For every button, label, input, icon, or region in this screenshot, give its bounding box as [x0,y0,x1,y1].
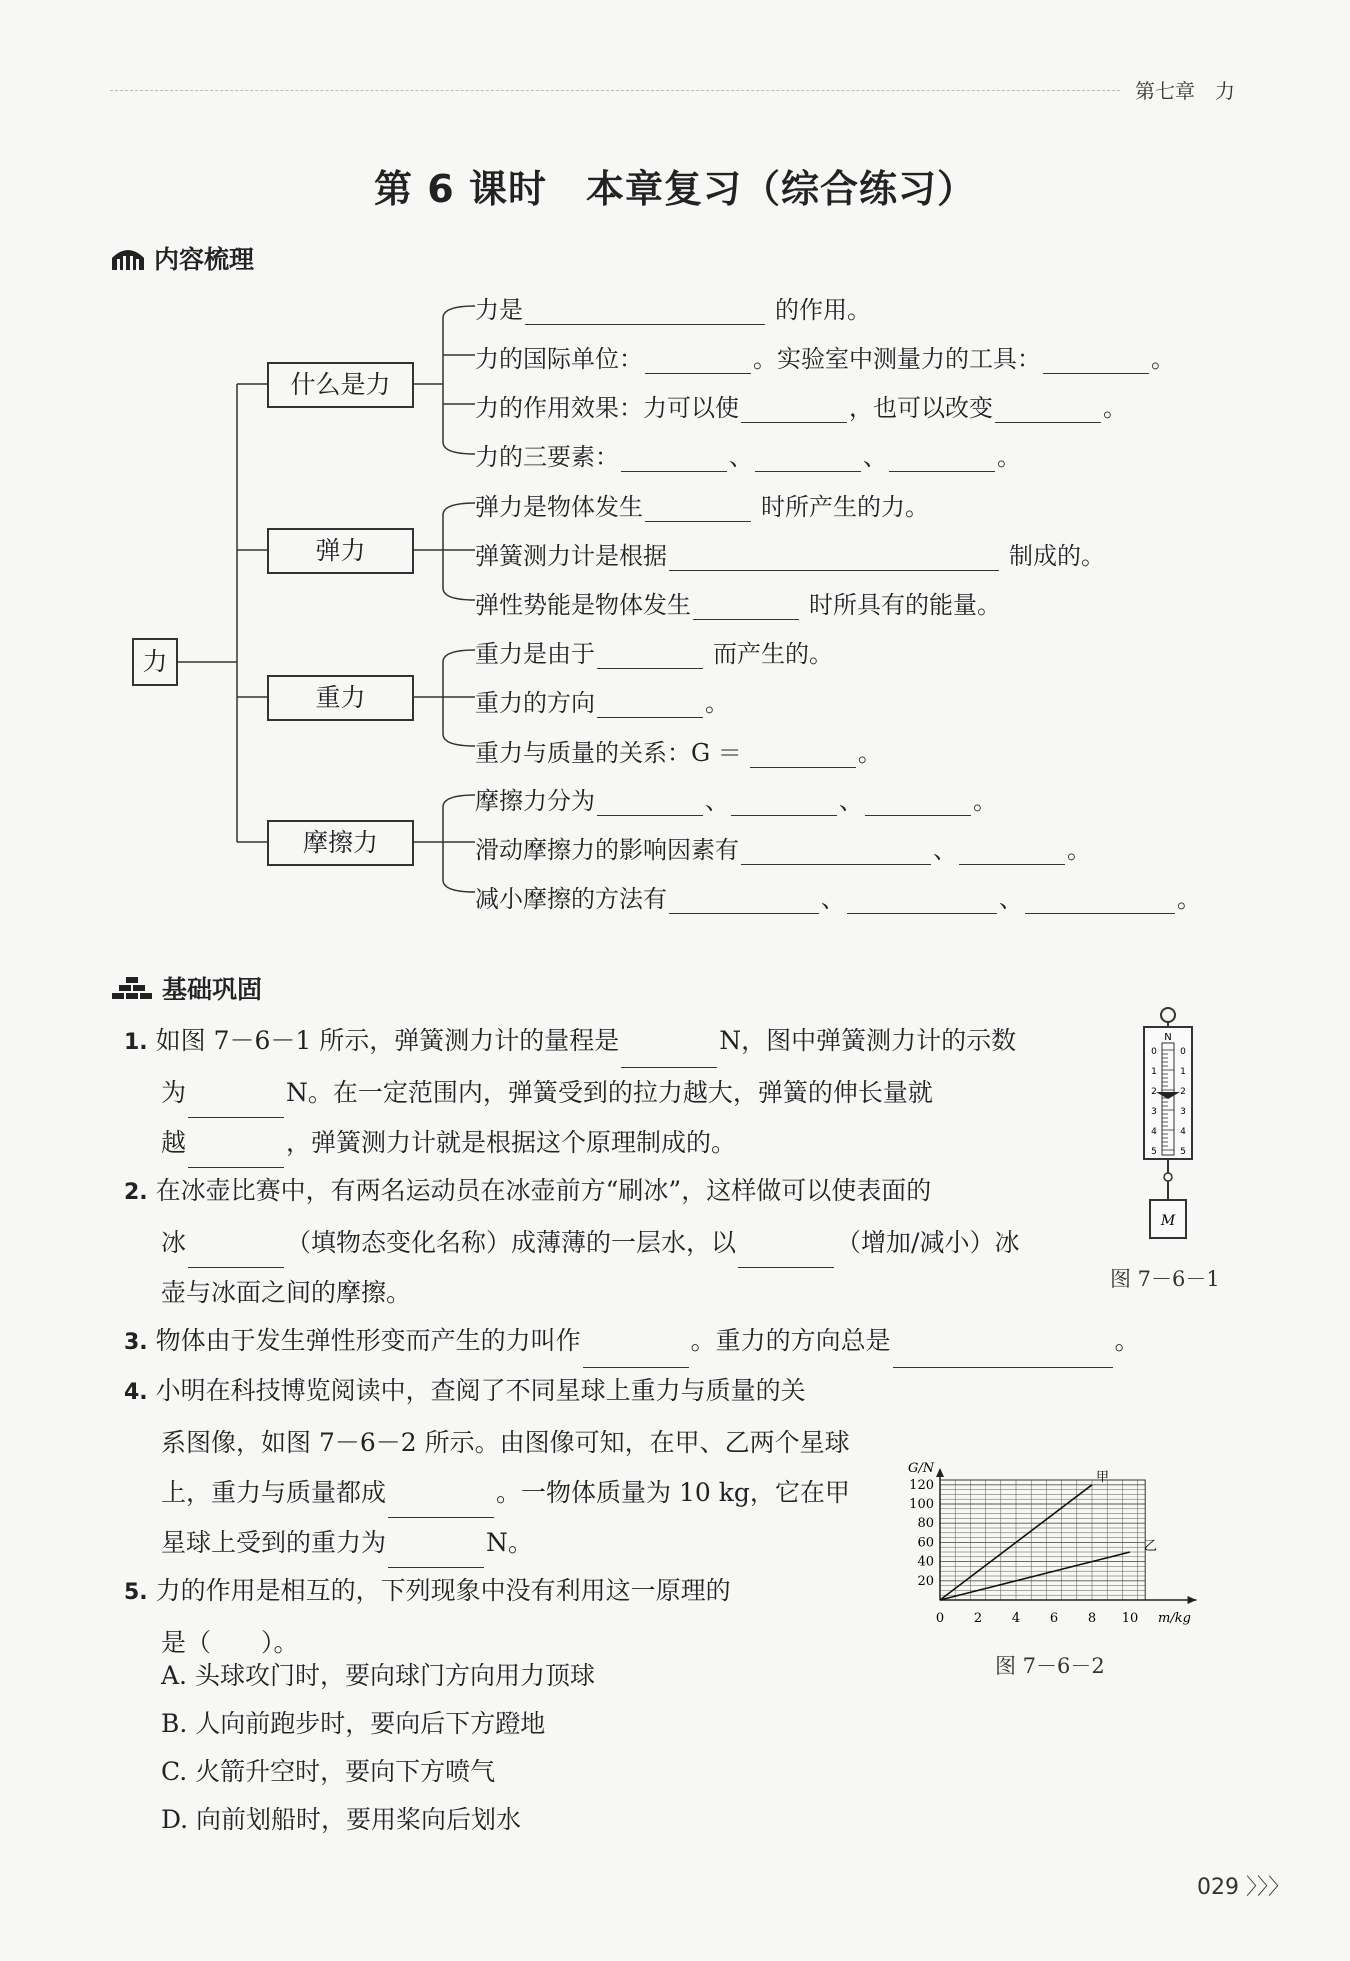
question-3: 3. 物体由于发生弹性形变而产生的力叫作 。重力的方向总是 。 [124,1316,1244,1368]
section-basics-heading: 基础巩固 [110,970,262,1006]
x-axis-arrow [1188,1596,1197,1604]
x-tick-label: 0 [935,1611,945,1626]
chapter-label: 第七章 力 [1135,79,1235,103]
y-tick-label: 100 [909,1497,934,1512]
mindmap-line-1: 力是 的作用。 [475,296,871,324]
scale-unit-label: N [1164,1032,1172,1043]
x-tick-label: 4 [1011,1611,1021,1626]
mass-label: M [1160,1213,1176,1229]
page-title: 第 6 课时 本章复习（综合练习） [374,167,976,211]
y-axis-label: G/N [908,1461,935,1476]
option-d[interactable]: D. 向前划船时，要用桨向后划水 [161,1805,522,1834]
mindmap-line-8: 重力是由于 而产生的。 [475,640,833,668]
branch-elastic-force: 弹力 [267,528,414,574]
mindmap-root-box: 力 [132,638,178,686]
scale-tick-label-right: 1 [1180,1067,1186,1077]
branch-gravity: 重力 [267,675,414,721]
mindmap-line-11: 摩擦力分为 、 、 。 [475,787,997,815]
mindmap-line-7: 弹性势能是物体发生 时所具有的能量。 [475,591,1001,619]
scale-tick-label-left: 5 [1151,1147,1157,1157]
branch-friction: 摩擦力 [267,820,414,866]
y-tick-label: 20 [917,1573,934,1589]
x-tick-label: 8 [1087,1611,1097,1626]
figure-1-caption: 图 7－6－1 [1110,1267,1220,1291]
mindmap-line-10: 重力与质量的关系：G ＝ 。 [475,739,882,767]
question-5-options [161,1652,595,1844]
question-2: 2. 在冰壶比赛中，有两名运动员在冰壶前方“刷冰”，这样做可以使表面的 冰 （填物态变化名称）成薄薄的一层水，以 （增加/减小）冰 壶与冰面之间的摩擦。 [124,1176,1020,1307]
mindmap-line-13: 减小摩擦的方法有 、 、 。 [475,885,1201,913]
y-tick-label: 40 [917,1554,934,1570]
question-1: 1. 如图 7－6－1 所示，弹簧测力计的量程是 N，图中弹簧测力计的示数 为 N。在一定范围内，弹簧受到的拉力越大，弹簧的伸长量就 越 ，弹簧测力计就是根据这个原理制成的。 [124,1016,1084,1168]
figure-2-caption: 图 7－6－2 [995,1654,1105,1678]
option-a[interactable]: A. 头球攻门时，要向球门方向用力顶球 [161,1661,595,1690]
series-label-2: 乙 [1144,1539,1158,1554]
option-c[interactable]: C. 火箭升空时，要向下方喷气 [161,1757,496,1786]
scale-tick-label-right: 0 [1180,1047,1186,1057]
x-tick-label: 10 [1121,1611,1139,1626]
grid-border [940,1480,1145,1600]
scale-tick-label-right: 5 [1180,1147,1186,1157]
scale-ring [1161,1008,1175,1022]
mindmap-line-12: 滑动摩擦力的影响因素有 、 。 [475,836,1091,864]
mindmap-connectors [0,0,1350,960]
scale-tick-label-right: 3 [1180,1107,1186,1117]
y-tick-label: 60 [917,1535,934,1551]
mindmap-line-3: 力的作用效果：力可以使 ，也可以改变 。 [475,394,1127,422]
y-tick-label: 120 [909,1477,934,1493]
section-basics-icon [110,975,154,1001]
x-tick-label: 2 [973,1611,983,1626]
scale-tick-label-right: 4 [1180,1127,1186,1137]
y-axis-arrow [936,1468,944,1477]
section-outline-heading: 内容梳理 [110,240,254,276]
mindmap-line-6: 弹簧测力计是根据 制成的。 [475,542,1105,570]
series-label-1: 甲 [1096,1469,1110,1485]
scale-tick-label-left: 0 [1151,1047,1157,1057]
scale-tick-label-left: 2 [1151,1087,1157,1097]
chart-grid [940,1480,1145,1600]
branch-what-is-force: 什么是力 [267,362,414,408]
gravity-mass-chart [890,1390,1220,1630]
scale-tick-label-left: 3 [1151,1107,1157,1117]
scale-tick-label-right: 2 [1180,1087,1186,1097]
question-5: 5. 力的作用是相互的，下列现象中没有利用这一原理的 是（ ）。 [124,1576,731,1657]
mindmap-line-9: 重力的方向 。 [475,689,729,717]
question-4: 4. 小明在科技博览阅读中，查阅了不同星球上重力与质量的关 系图像，如图 7－6－2 所示。由图像可知，在甲、乙两个星球 上，重力与质量都成 。一物体质量为 10 kg，它在甲 星球上受到的重力为 N。 [124,1366,884,1568]
y-tick-label: 80 [917,1516,934,1532]
page-number: 029 〉〉〉 [1197,1875,1290,1900]
option-b[interactable]: B. 人向前跑步时，要向后下方蹬地 [161,1709,546,1738]
mindmap-line-2: 力的国际单位： 。实验室中测量力的工具： 。 [475,345,1175,373]
spring-scale-figure [1140,1005,1200,1245]
x-axis-label: m/kg [1158,1611,1191,1626]
scale-tick-label-left: 1 [1151,1067,1157,1077]
mindmap-line-4: 力的三要素： 、 、 。 [475,443,1021,471]
scale-tick-label-left: 4 [1151,1127,1157,1137]
x-tick-label: 6 [1049,1611,1059,1626]
mindmap-line-5: 弹力是物体发生 时所产生的力。 [475,493,929,521]
